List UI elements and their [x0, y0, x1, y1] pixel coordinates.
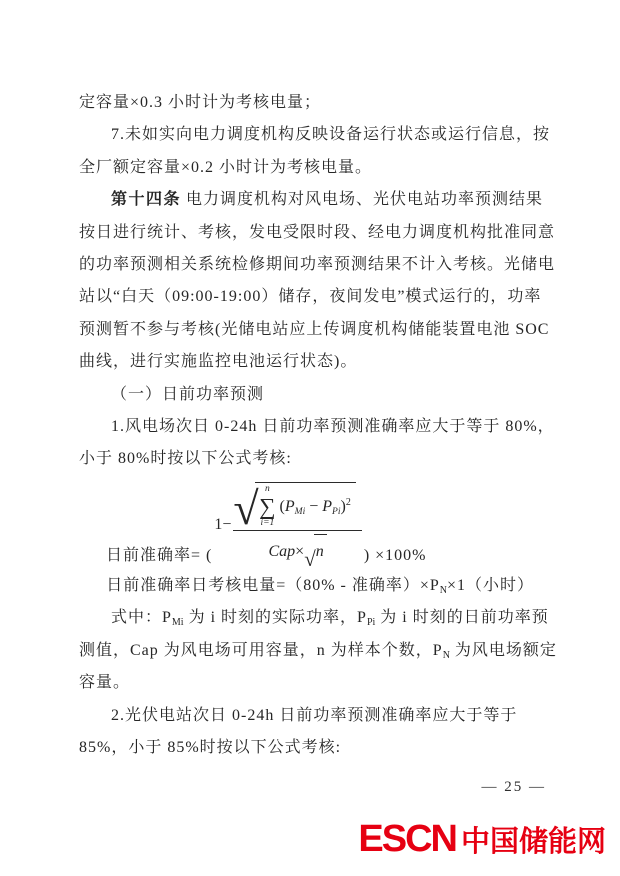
text-line: 曲线，进行实施监控电池运行状态)。 — [79, 353, 358, 371]
escn-logo — [358, 820, 606, 858]
section-heading-line: （一）日前功率预测 — [111, 385, 265, 403]
text-line: 小于 80%时按以下公式考核: — [79, 450, 292, 468]
sum-lower-limit: i=1 — [260, 517, 275, 528]
article-14-heading-line — [79, 184, 544, 216]
text-line: 1.风电场次日 0-24h 日前功率预测准确率应大于等于 80%， — [111, 418, 555, 436]
radical — [233, 482, 355, 535]
squared-difference-term: $(P_{Mi} - P_{Pi})^2$ — [279, 496, 351, 517]
sum-upper-limit: n — [264, 484, 270, 495]
radicand — [255, 482, 356, 528]
formula-label: 日前准确率= ( — [106, 546, 213, 564]
penalty-formula-line: 日前准确率日考核电量=（80% - 准确率）$\times P_N\times 1$（小时） — [106, 576, 535, 596]
text-line: 2.光伏电站次日 0-24h 日前功率预测准确率应大于等于 — [111, 706, 518, 724]
text-line: 按日进行统计、考核，发电受限时段、经电力调度机构批准同意 — [79, 223, 556, 241]
text-line: 85%，小于 85%时按以下公式考核: — [79, 738, 342, 756]
text-line: 全厂额定容量×0.2 小时计为考核电量。 — [79, 158, 373, 176]
article-number: 第十四条 — [111, 191, 182, 209]
text-line: 测值，Cap 为风电场可用容量，n 为样本个数，$P_N$ 为风电场额定 — [79, 641, 557, 661]
text-line: 式中：$P_{Mi}$ 为 i 时刻的实际功率，$P_{Pi}$ 为 i 时刻的日前功率预 — [111, 609, 549, 629]
text-line: 定容量×0.3 小时计为考核电量； — [79, 94, 322, 111]
document-body — [79, 87, 557, 764]
day-ahead-accuracy-formula — [79, 477, 539, 569]
formula-tail: ) ×100% — [363, 546, 427, 564]
fraction-numerator — [233, 482, 361, 535]
text-line: 站以“白天（09:00-19:00）储存，夜间发电”模式运行的，功率 — [79, 288, 542, 306]
escn-wordmark: ESCN — [358, 818, 456, 860]
page-number: — 25 — — [481, 779, 546, 795]
sigma-symbol: ∑ — [259, 493, 276, 519]
text-segment: 电力调度机构对风电场、光伏电站功率预测结果 — [181, 191, 544, 209]
one-minus-term: 1− — [214, 516, 232, 534]
summation — [259, 485, 275, 528]
radical-sign: √ — [233, 483, 260, 535]
fraction — [233, 482, 361, 569]
text-line: 7.未如实向电力调度机构反映设备运行状态或运行信息，按 — [111, 126, 551, 144]
formula-expression — [214, 482, 361, 569]
text-line: 的功率预测相关系统检修期间功率预测结果不计入考核。光储电 — [79, 256, 556, 274]
small-radical: √ n — [304, 534, 327, 568]
logo-chinese-wordmark: 中国储能网 — [460, 826, 606, 858]
text-line: 预测暂不参与考核(光储电站应上传调度机构储能装置电池 SOC — [79, 320, 550, 338]
text-line: 容量。 — [79, 674, 131, 692]
fraction-denominator: Cap × √ n — [268, 531, 326, 568]
